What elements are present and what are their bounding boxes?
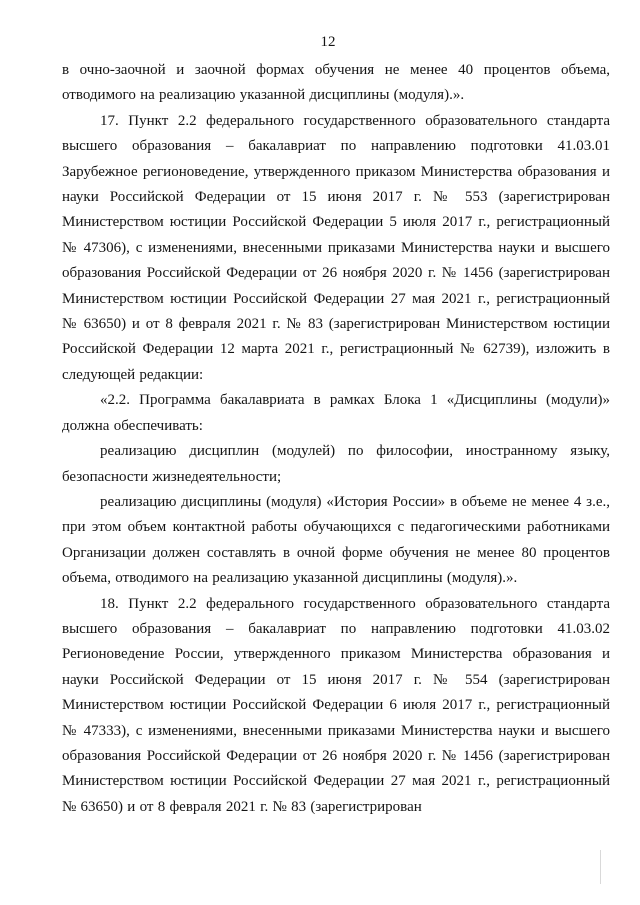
paragraph-quote-history: реализацию дисциплины (модуля) «История России» в объеме не менее 4 з.е., при этом объем контактной работы обучающихся с педагогическими работниками Организации должен составлять в очной форме обучения не менее 80 процентов объема, отводимого на реализацию указанной дисциплины (модуля).». [62, 493, 610, 587]
page-number: 12 [320, 34, 336, 50]
paragraph-quote-philosophy: реализацию дисциплин (модулей) по философии, иностранному языку, безопасности жизнедеятельности; [62, 443, 610, 485]
paragraph-item-17: 17. Пункт 2.2 федерального государственного образовательного стандарта высшего образования – бакалавриат по направлению подготовки 41.03.01 Зарубежное регионоведение, утвержденного приказом Министерства образования и науки Российской Федерации от 15 июня 2017 г. № 553 (зарегистрирован Министерством юстиции Российской Федерации 5 июля 2017 г., регистрационный № 47306), с изменениями, внесенными приказами Министерства науки и высшего образования Российской Федерации от 26 ноября 2020 г. № 1456 (зарегистрирован Министерством юстиции Российской Федерации 27 мая 2021 г., регистрационный № 63650) и от 8 февраля 2021 г. № 83 (зарегистрирован Министерством юстиции Российской Федерации 12 марта 2021 г., регистрационный № 62739), изложить в следующей редакции: [62, 112, 610, 383]
paragraph-continuation: в очно-заочной и заочной формах обучения не менее 40 процентов объема, отводимого на реализацию указанной дисциплины (модуля).». [62, 62, 610, 104]
paragraph-item-18: 18. Пункт 2.2 федерального государственного образовательного стандарта высшего образования – бакалавриат по направлению подготовки 41.03.02 Регионоведение России, утвержденного приказом Министерства образования и науки Российской Федерации от 15 июня 2017 г. № 554 (зарегистрирован Министерством юстиции Российской Федерации 6 июля 2017 г., регистрационный № 47333), с изменениями, внесенными приказами Министерства науки и высшего образования Российской Федерации от 26 ноября 2020 г. № 1456 (зарегистрирован Министерством юстиции Российской Федерации 27 мая 2021 г., регистрационный № 63650) и от 8 февраля 2021 г. № 83 (зарегистрирован [62, 595, 610, 815]
scan-edge-mark [600, 850, 601, 884]
paragraph-quote-program: «2.2. Программа бакалавриата в рамках Блока 1 «Дисциплины (модули)» должна обеспечивать: [62, 392, 610, 434]
